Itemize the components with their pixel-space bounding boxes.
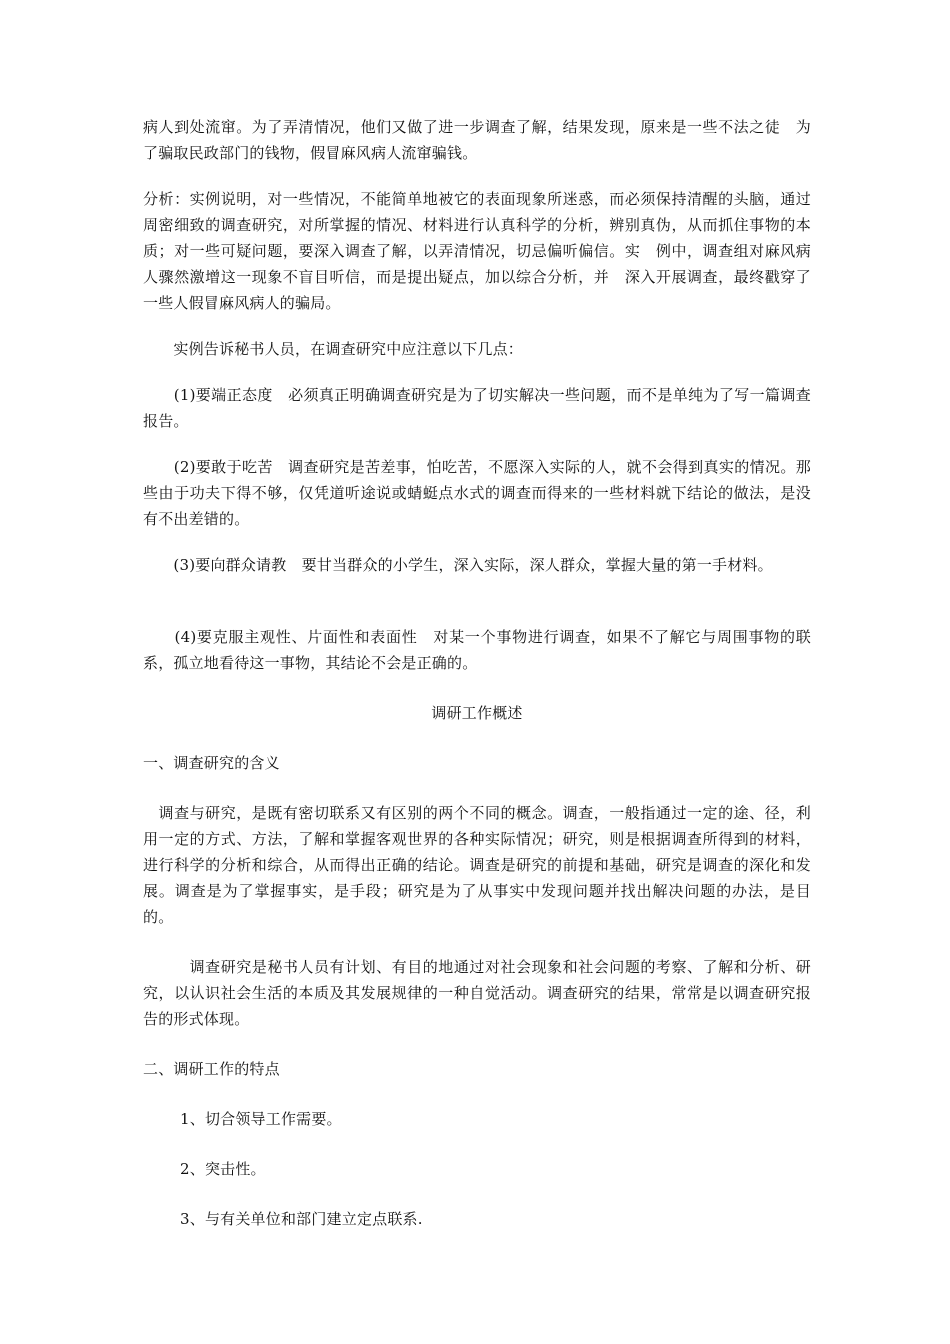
paragraph-point-1: (1)要端正态度 必须真正明确调查研究是为了切实解决一些问题，而不是单纯为了写一篇调查报告。 [143, 386, 811, 430]
paragraph-point-2: (2)要敢于吃苦 调查研究是苦差事，怕吃苦，不愿深入实际的人，就不会得到真实的情况。那些由于功夫下得不够，仅凭道听途说或蜻蜓点水式的调查而得来的一些材料就下结论的做法，是没有不出差错的。 [143, 458, 811, 528]
feature-item-2: 2、突击性。 [180, 1160, 266, 1178]
document-page [143, 114, 811, 1232]
section-title: 调研工作概述 [431, 704, 523, 722]
paragraph-meaning-1: 调查与研究，是既有密切联系又有区别的两个不同的概念。调查，一般指通过一定的途、径，利用一定的方式、方法，了解和掌握客观世界的各种实际情况；研究，则是根据调查所得到的材料，进行科学的分析和综合，从而得出正确的结论。调查是研究的前提和基础，研究是调查的深化和发展。调查是为了掌握事实，是手段；研究是为了从事实中发现问题并找出解决问题的办法，是目的。 [143, 804, 811, 926]
paragraph-analysis: 分析：实例说明，对一些情况，不能简单地被它的表面现象所迷惑，而必须保持清醒的头脑，通过周密细致的调查研究，对所掌握的情况、材料进行认真科学的分析，辨别真伪，从而抓住事物的本质；对一些可疑问题，要深入调查了解，以弄清情况，切忌偏听偏信。实 例中，调查组对麻风病人骤然激增这一现象不盲目听信，而是提出疑点，加以综合分析，并 深入开展调查，最终戳穿了一些人假冒麻风病人的骗局。 [143, 190, 811, 312]
paragraph-lessons-intro: 实例告诉秘书人员，在调查研究中应注意以下几点： [143, 340, 524, 358]
heading-meaning: 一、调查研究的含义 [143, 754, 280, 772]
feature-item-1: 1、切合领导工作需要。 [180, 1110, 342, 1128]
paragraph-intro: 病人到处流窜。为了弄清情况，他们又做了进一步调查了解，结果发现，原来是一些不法之徒 为了骗取民政部门的钱物，假冒麻风病人流窜骗钱。 [143, 118, 811, 162]
feature-item-3: 3、与有关单位和部门建立定点联系. [180, 1210, 423, 1228]
paragraph-meaning-2: 调查研究是秘书人员有计划、有目的地通过对社会现象和社会问题的考察、了解和分析、研究，以认识社会生活的本质及其发展规律的一种自觉活动。调查研究的结果，常常是以调查研究报告的形式体现。 [143, 958, 811, 1028]
heading-features: 二、调研工作的特点 [143, 1060, 280, 1078]
paragraph-point-3: (3)要向群众请教 要甘当群众的小学生，深入实际，深人群众，掌握大量的第一手材料。 [143, 556, 773, 574]
paragraph-point-4: (4)要克服主观性、片面性和表面性 对某一个事物进行调查，如果不了解它与周围事物的联系，孤立地看待这一事物，其结论不会是正确的。 [143, 628, 811, 672]
